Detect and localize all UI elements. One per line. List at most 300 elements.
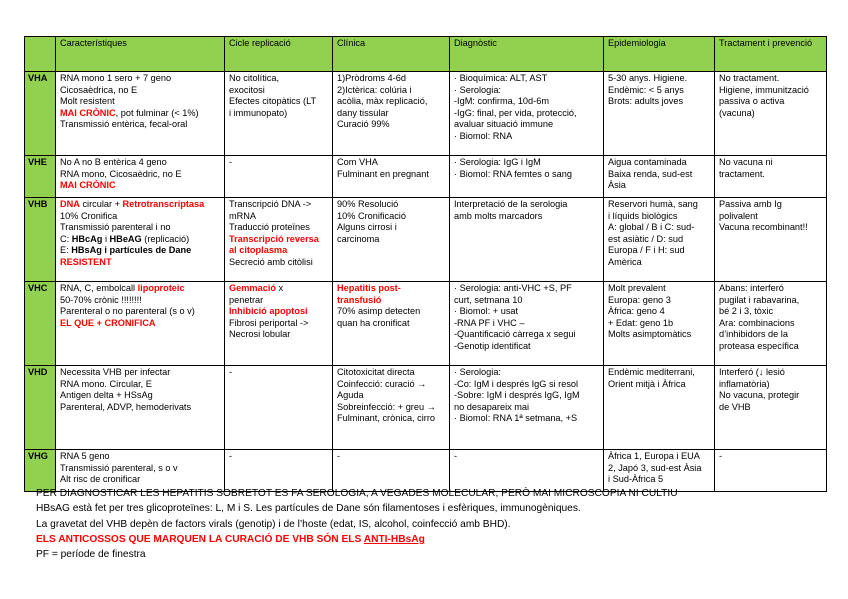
cell-line: [719, 199, 822, 211]
cell-line: [337, 451, 445, 463]
cell-line: [337, 367, 445, 379]
cell-line: [337, 222, 445, 234]
cell-line: [454, 367, 599, 379]
cell-line: [60, 257, 220, 269]
text-run: HBcAg: [71, 233, 103, 244]
text-run: DNA: [60, 199, 80, 209]
table-row-vhb: [25, 198, 827, 282]
text-run: 2)Ictèrica: colúria i: [337, 84, 412, 95]
text-run: penetrar: [229, 294, 264, 305]
text-run: Secreció amb citòlisi: [229, 256, 313, 267]
cell-line: [608, 306, 710, 318]
cell-line: [454, 379, 599, 391]
text-run: Vacuna recombinant!!: [719, 222, 808, 233]
text-run: Interpretació de la serologia: [454, 199, 568, 209]
text-run: acòlia, màx replicació,: [337, 96, 428, 107]
text-run: RNA, C, embolcall: [60, 283, 138, 293]
text-run: · Serologia: IgG i IgM: [454, 157, 541, 167]
cell-line: [454, 199, 599, 211]
cell-line: [337, 318, 445, 330]
text-run: · Biomol: + usat: [454, 306, 519, 317]
text-run: -: [229, 367, 233, 377]
cell-diagnostic: [450, 198, 604, 282]
text-run: (replicació): [141, 233, 190, 244]
text-run: mRNA: [229, 210, 257, 221]
text-run: avaluar situació immune: [454, 119, 554, 130]
cell-line: [608, 222, 710, 234]
cell-cicle-replicacio: [225, 72, 333, 156]
cell-line: [229, 211, 328, 223]
text-run: 50-70% crònic !!!!!!!!: [60, 294, 142, 305]
cell-cicle-replicacio: [225, 366, 333, 450]
text-run: Amèrica: [608, 256, 642, 267]
row-label: VHB: [25, 198, 56, 282]
footnote-line: [36, 517, 678, 532]
text-run: , pot fulminar (< 1%): [115, 107, 199, 118]
cell-line: [229, 329, 328, 341]
cell-clinica: [333, 366, 450, 450]
text-run: d’inhibidors de la: [719, 329, 788, 340]
text-run: Passiva amb Ig: [719, 199, 782, 209]
text-run: Efectes citopàtics (LT: [229, 96, 317, 107]
header-cicle-replicacio: Cicle replicació: [225, 37, 333, 72]
cell-line: [229, 451, 328, 463]
text-run: polivalent: [719, 210, 758, 221]
cell-line: [60, 211, 220, 223]
cell-cicle-replicacio: [225, 156, 333, 198]
text-run: Aguda: [337, 390, 364, 401]
text-run: x: [275, 283, 284, 293]
text-run: Europa / F i H: sud: [608, 245, 685, 256]
cell-line: [229, 283, 328, 295]
header-cell-corner: [25, 37, 56, 72]
cell-line: [337, 96, 445, 108]
text-run: Transmissió parenteral i no: [60, 222, 171, 233]
text-run: Àfrica 1, Europa i EUA: [608, 451, 700, 461]
text-run: est asiàtic / D: sud: [608, 233, 684, 244]
text-run: circular +: [79, 199, 123, 209]
cell-line: [60, 108, 220, 120]
cell-line: [719, 169, 822, 181]
cell-line: [337, 402, 445, 414]
text-run: carcinoma: [337, 233, 380, 244]
cell-line: [608, 379, 710, 391]
footnote-line: [36, 486, 678, 501]
header-epidemiologia: Epidemiologia: [604, 37, 715, 72]
cell-line: [337, 390, 445, 402]
text-run: RNA mono. Circular, E: [60, 378, 152, 389]
text-run: i immunopato): [229, 107, 288, 118]
cell-line: [229, 367, 328, 379]
cell-line: [719, 85, 822, 97]
text-run: No A no B entèrica 4 geno: [60, 157, 167, 167]
cell-cicle-replicacio: [225, 198, 333, 282]
text-run: Com VHA: [337, 157, 378, 167]
cell-line: [337, 108, 445, 120]
text-run: 10% Cronificació: [337, 210, 406, 221]
text-run: · Serologia:: [454, 367, 501, 377]
cell-line: [60, 295, 220, 307]
cell-caracteristiques: [56, 72, 225, 156]
cell-line: [229, 73, 328, 85]
cell-line: [608, 451, 710, 463]
text-run: Alguns cirrosi i: [337, 222, 397, 233]
cell-line: [60, 283, 220, 295]
text-run: MAI CRÒNIC: [60, 107, 116, 118]
cell-line: [454, 96, 599, 108]
cell-line: [337, 283, 445, 295]
text-run: RNA 5 geno: [60, 451, 110, 461]
footnotes: [36, 486, 678, 562]
text-run: Higiene, immunització: [719, 84, 809, 95]
cell-line: [60, 169, 220, 181]
cell-caracteristiques: [56, 156, 225, 198]
text-run: 5-30 anys. Higiene.: [608, 73, 688, 83]
cell-line: [608, 257, 710, 269]
cell-line: [60, 199, 220, 211]
cell-line: [60, 157, 220, 169]
footnote-line: [36, 547, 678, 562]
cell-line: [719, 306, 822, 318]
cell-line: [608, 367, 710, 379]
text-run: Molt resistent: [60, 96, 115, 107]
cell-line: [608, 463, 710, 475]
text-run: Europa: geno 3: [608, 294, 671, 305]
cell-line: [608, 180, 710, 192]
table-body: [25, 37, 827, 492]
cell-line: [608, 73, 710, 85]
text-run: ANTI-HBsAg: [363, 533, 425, 545]
text-run: de VHB: [719, 401, 751, 412]
text-run: · Biomol: RNA femtes o sang: [454, 168, 572, 179]
cell-line: [454, 341, 599, 353]
cell-line: [719, 108, 822, 120]
footnote-line: [36, 532, 678, 547]
cell-line: [719, 402, 822, 414]
cell-line: [60, 245, 220, 257]
cell-line: [454, 329, 599, 341]
text-run: Gemmació: [229, 283, 276, 293]
text-run: Transmissió parenteral, s o v: [60, 462, 178, 473]
text-run: Traducció proteïnes: [229, 222, 310, 233]
text-run: -IgG: final, per vida, protecció,: [454, 107, 577, 118]
cell-cicle-replicacio: [225, 282, 333, 366]
text-run: -IgM: confirma, 10d-6m: [454, 96, 549, 107]
cell-line: [454, 157, 599, 169]
cell-line: [337, 413, 445, 425]
text-run: ELS ANTICOSSOS QUE MARQUEN LA CURACIÓ DE VHB SÓN ELS: [36, 533, 364, 545]
text-run: Fulminant en pregnant: [337, 168, 429, 179]
cell-line: [454, 85, 599, 97]
text-run: EL QUE + CRONIFICA: [60, 317, 156, 328]
cell-line: [608, 96, 710, 108]
text-run: Sobreinfecció: + greu →: [337, 401, 436, 412]
text-run: lipoproteic: [137, 283, 185, 293]
cell-line: [719, 318, 822, 330]
cell-caracteristiques: [56, 366, 225, 450]
cell-line: [337, 73, 445, 85]
text-run: -RNA PF i VHC –: [454, 317, 525, 328]
cell-line: [229, 306, 328, 318]
text-run: -: [337, 451, 341, 461]
text-run: No tractament.: [719, 73, 780, 83]
cell-tractament: [715, 72, 827, 156]
text-run: i líquids biològics: [608, 210, 678, 221]
cell-epidemiologia: [604, 156, 715, 198]
text-run: Endèmic mediterrani,: [608, 367, 695, 377]
cell-line: [454, 402, 599, 414]
text-run: Molts asimptomàtics: [608, 329, 692, 340]
cell-caracteristiques: [56, 282, 225, 366]
text-run: · Biomol: RNA 1ª setmana, +S: [454, 413, 578, 424]
table-row-vhd: [25, 366, 827, 450]
cell-caracteristiques: [56, 198, 225, 282]
text-run: Abans: interferó: [719, 283, 784, 293]
text-run: Inhibició apoptosi: [229, 306, 308, 317]
table-header-row: [25, 37, 827, 72]
cell-diagnostic: [450, 366, 604, 450]
text-run: quan ha cronificat: [337, 317, 410, 328]
cell-line: [719, 157, 822, 169]
text-run: A: global / B i C: sud-: [608, 222, 695, 233]
cell-line: [719, 451, 822, 463]
cell-line: [229, 257, 328, 269]
cell-line: [229, 245, 328, 257]
cell-line: [229, 108, 328, 120]
cell-line: [608, 295, 710, 307]
cell-diagnostic: [450, 72, 604, 156]
cell-line: [719, 295, 822, 307]
text-run: Transcripció reversa: [229, 233, 319, 244]
cell-line: [608, 199, 710, 211]
row-label: VHD: [25, 366, 56, 450]
text-run: 1)Pròdroms 4-6d: [337, 73, 406, 83]
header-clinica: Clínica: [333, 37, 450, 72]
text-run: dany tissular: [337, 107, 389, 118]
text-run: Transmissió entèrica, fecal-oral: [60, 119, 188, 130]
text-run: 70% asimp detecten: [337, 306, 421, 317]
cell-line: [229, 222, 328, 234]
text-run: inflamatòria): [719, 378, 770, 389]
cell-line: [454, 131, 599, 143]
cell-line: [60, 306, 220, 318]
cell-line: [337, 119, 445, 131]
row-label: VHC: [25, 282, 56, 366]
text-run: (vacuna): [719, 107, 755, 118]
text-run: pugilat i rabavarina,: [719, 294, 800, 305]
text-run: -: [229, 157, 233, 167]
table-row-vha: [25, 72, 827, 156]
text-run: al citoplasma: [229, 245, 288, 256]
cell-line: [454, 413, 599, 425]
cell-line: [608, 474, 710, 486]
text-run: No citolítica,: [229, 73, 280, 83]
cell-line: [454, 318, 599, 330]
text-run: 2, Japó 3, sud-est Àsia: [608, 462, 702, 473]
cell-line: [229, 157, 328, 169]
cell-line: [608, 283, 710, 295]
text-run: Parenteral o no parenteral (s o v): [60, 306, 195, 317]
cell-clinica: [333, 282, 450, 366]
cell-line: [229, 318, 328, 330]
cell-clinica: [333, 198, 450, 282]
text-run: i: [102, 233, 110, 244]
cell-line: [454, 73, 599, 85]
cell-line: [229, 85, 328, 97]
text-run: -: [719, 451, 723, 461]
text-run: No vacuna, protegir: [719, 390, 800, 401]
cell-line: [337, 379, 445, 391]
cell-tractament: [715, 198, 827, 282]
text-run: · Serologia: anti-VHC +S, PF: [454, 283, 572, 293]
cell-line: [454, 295, 599, 307]
text-run: Interferó (↓ lesió: [719, 367, 785, 377]
text-run: + Edat: geno 1b: [608, 317, 674, 328]
cell-line: [229, 199, 328, 211]
text-run: Àsia: [608, 180, 626, 191]
footnote-line: [36, 501, 678, 516]
text-run: HBsAG està fet per tres glicoproteïnes: L, M i S. Les partícules de Dane són filamentoses i esfèriques, immunogèniques.: [36, 503, 581, 515]
cell-line: [719, 329, 822, 341]
text-run: Transcripció DNA ->: [229, 199, 312, 209]
text-run: proteasa específica: [719, 340, 799, 351]
cell-line: [60, 96, 220, 108]
text-run: 10% Cronifica: [60, 210, 118, 221]
cell-line: [608, 318, 710, 330]
row-label: VHA: [25, 72, 56, 156]
cell-line: [337, 157, 445, 169]
cell-line: [454, 211, 599, 223]
cell-line: [60, 73, 220, 85]
row-label: VHG: [25, 450, 56, 492]
cell-line: [454, 451, 599, 463]
text-run: Retrotranscriptasa: [122, 199, 205, 209]
cell-line: [60, 390, 220, 402]
cell-clinica: [333, 72, 450, 156]
text-run: C:: [60, 233, 72, 244]
cell-tractament: [715, 282, 827, 366]
cell-epidemiologia: [604, 366, 715, 450]
cell-line: [454, 108, 599, 120]
text-run: exocitosi: [229, 84, 265, 95]
cell-line: [337, 234, 445, 246]
text-run: -Genotip identificat: [454, 340, 531, 351]
cell-epidemiologia: [604, 198, 715, 282]
cell-line: [337, 85, 445, 97]
text-run: bé 2 i 3, tòxic: [719, 306, 774, 317]
text-run: tractament.: [719, 168, 765, 179]
text-run: Endèmic: < 5 anys: [608, 84, 684, 95]
text-run: -: [229, 451, 233, 461]
cell-line: [337, 306, 445, 318]
text-run: Coinfecció: curació →: [337, 378, 427, 389]
cell-line: [719, 96, 822, 108]
text-run: Fibrosi periportal ->: [229, 317, 309, 328]
cell-line: [719, 367, 822, 379]
cell-line: [337, 295, 445, 307]
text-run: No vacuna ni: [719, 157, 773, 167]
text-run: PER DIAGNOSTICAR LES HEPATITIS SOBRETOT ES FA SEROLOGIA, A VEGADES MOLECULAR, PERÒ MAI MICROSCOPIA NI CULTIU: [36, 488, 678, 499]
cell-line: [229, 234, 328, 246]
text-run: no desapareix mai: [454, 401, 530, 412]
text-run: RESISTENT: [60, 256, 112, 267]
cell-line: [60, 85, 220, 97]
cell-line: [719, 390, 822, 402]
hepatitis-table: [24, 36, 827, 492]
cell-line: [454, 390, 599, 402]
cell-line: [60, 318, 220, 330]
text-run: PF = període de finestra: [36, 549, 146, 561]
text-run: -Co: IgM i després IgG si resol: [454, 378, 579, 389]
cell-line: [60, 180, 220, 192]
cell-line: [719, 222, 822, 234]
text-run: RNA mono 1 sero + 7 geno: [60, 73, 172, 83]
text-run: Reservori humà, sang: [608, 199, 698, 209]
cell-line: [454, 119, 599, 131]
cell-line: [719, 211, 822, 223]
text-run: Fulminant, crònica, cirro: [337, 413, 436, 424]
text-run: -Sobre: IgM i després IgG, IgM: [454, 390, 580, 401]
cell-line: [608, 234, 710, 246]
cell-line: [60, 119, 220, 131]
text-run: MAI CRÒNIC: [60, 180, 116, 191]
text-run: RNA mono, Cicosaèdric, no E: [60, 168, 182, 179]
cell-line: [608, 245, 710, 257]
text-run: curt, setmana 10: [454, 294, 523, 305]
text-run: · Serologia:: [454, 84, 501, 95]
text-run: HBsAg i partícules de Dane: [71, 245, 192, 256]
text-run: Necessita VHB per infectar: [60, 367, 171, 377]
cell-line: [60, 222, 220, 234]
text-run: Aigua contaminada: [608, 157, 687, 167]
text-run: Parenteral, ADVP, hemoderivats: [60, 401, 192, 412]
text-run: 90% Resolució: [337, 199, 399, 209]
cell-epidemiologia: [604, 282, 715, 366]
cell-diagnostic: [450, 282, 604, 366]
cell-line: [229, 96, 328, 108]
text-run: Ara: combinacions: [719, 317, 795, 328]
table-row-vhc: [25, 282, 827, 366]
text-run: Hepatitis post-: [337, 283, 401, 293]
cell-line: [337, 199, 445, 211]
cell-line: [60, 463, 220, 475]
cell-line: [608, 211, 710, 223]
cell-line: [608, 169, 710, 181]
text-run: · Bioquímica: ALT, AST: [454, 73, 548, 83]
text-run: transfusió: [337, 294, 382, 305]
cell-line: [719, 379, 822, 391]
cell-tractament: [715, 450, 827, 492]
text-run: Curació 99%: [337, 119, 390, 130]
text-run: Baixa renda, sud-est: [608, 168, 693, 179]
cell-line: [454, 169, 599, 181]
cell-line: [454, 306, 599, 318]
text-run: La gravetat del VHB depèn de factors virals (genotip) i de l’hoste (edat, IS, alcohol, coinfecció amb BHD).: [36, 518, 511, 530]
cell-line: [229, 295, 328, 307]
cell-line: [719, 341, 822, 353]
cell-line: [719, 283, 822, 295]
cell-diagnostic: [450, 156, 604, 198]
cell-line: [337, 211, 445, 223]
text-run: Cicosaèdrica, no E: [60, 84, 138, 95]
text-run: · Biomol: RNA: [454, 130, 513, 141]
header-caracteristiques: Característiques: [56, 37, 225, 72]
text-run: amb molts marcadors: [454, 210, 543, 221]
text-run: Molt prevalent: [608, 283, 666, 293]
text-run: Necrosi lobular: [229, 329, 291, 340]
cell-line: [60, 451, 220, 463]
cell-line: [60, 474, 220, 486]
